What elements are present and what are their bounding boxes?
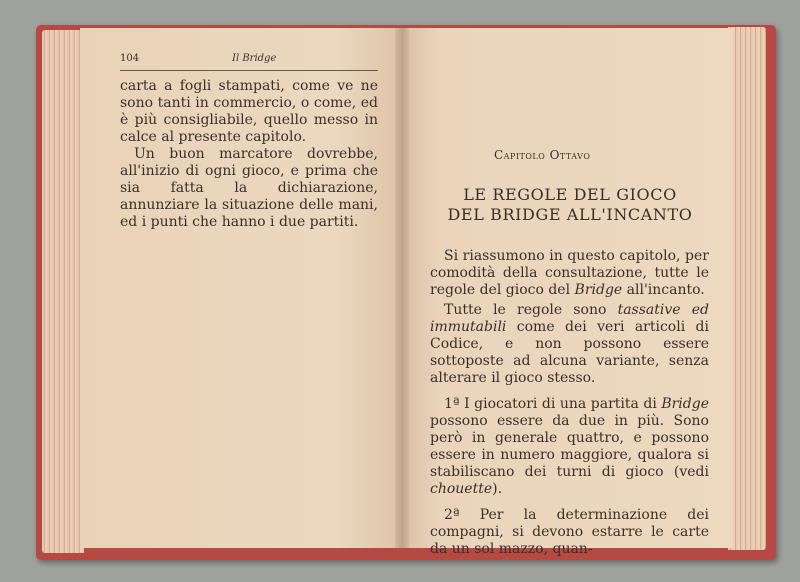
paragraph: carta a fogli stampati, come ve ne sono tanti in commercio, o come, ed è più consigliabile, quello messo in calce al presente capitolo. xyxy=(120,78,378,145)
paragraph-intro xyxy=(430,248,709,299)
text-run: Tutte le regole sono xyxy=(444,302,618,318)
italic-run: Bridge xyxy=(574,282,623,298)
text-run: come dei veri articoli di Codice, e non possono essere sottoposte ad alcuna variante, senza alterare il gioco stesso. xyxy=(430,319,709,386)
chapter-label: Capitolo Ottavo xyxy=(494,148,591,162)
running-head xyxy=(120,50,380,66)
italic-run: tassative ed immutabili xyxy=(430,302,709,335)
rule-2 xyxy=(430,507,709,558)
book-gutter xyxy=(395,28,409,548)
right-page-body xyxy=(430,245,709,558)
header-rule xyxy=(120,70,378,71)
text-run: 1ª I giocatori di una partita di xyxy=(444,396,662,412)
text-run: all'incanto. xyxy=(622,282,705,298)
text-run: ). xyxy=(492,481,503,497)
paragraph-rules-nature xyxy=(430,302,709,387)
rule-1 xyxy=(430,396,709,498)
chapter-title-line-2: DEL BRIDGE ALL'INCANTO xyxy=(447,205,693,224)
italic-run: chouette xyxy=(430,481,493,497)
page-edges-right xyxy=(728,27,766,550)
running-title: Il Bridge xyxy=(232,53,277,64)
page-number: 104 xyxy=(120,53,140,64)
text-run: 2ª Per la determinazione dei compagni, si devono estarre le carte da un sol mazzo, quan- xyxy=(430,507,709,557)
left-page-body xyxy=(120,78,378,231)
chapter-title-line-1: LE REGOLE DEL GIOCO xyxy=(463,185,677,204)
paragraph: Un buon marcatore dovrebbe, all'inizio di ogni gioco, e prima che sia fatta la dichiarazione, annunziare la situazione delle mani, ed i punti che hanno i due partiti. xyxy=(120,146,378,230)
page-edges-left xyxy=(42,30,84,553)
italic-run: Bridge xyxy=(661,396,709,412)
text-run: Si riassumono in questo capitolo, per comodità della consultazione, tutte le regole del gioco del xyxy=(430,248,709,298)
text-run: possono essere da due in più. Sono però in generale quattro, e possono essere in numero maggiore, qualora si stabiliscano dei turni di gioco (vedi xyxy=(430,413,709,480)
